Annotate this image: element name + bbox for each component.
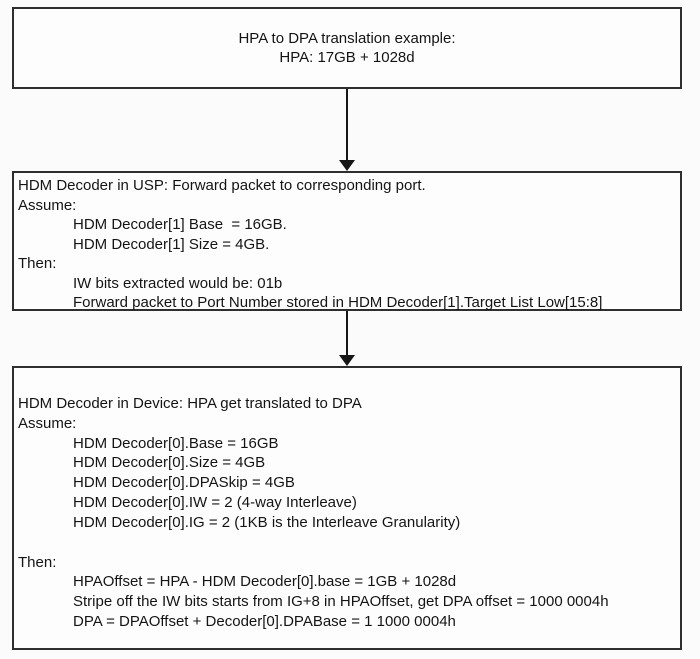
arrowhead-down-icon [339, 355, 355, 366]
device-then-item: DPA = DPAOffset + Decoder[0].DPABase = 1 1000 0004h [73, 612, 456, 630]
arrow-shaft [346, 311, 348, 355]
usp-then-item: Forward packet to Port Number stored in HDM Decoder[1].Target List Low[15:8] [73, 294, 603, 311]
device-header: HDM Decoder in Device: HPA get translated to DPA [18, 395, 362, 412]
device-decoder-box [12, 366, 682, 650]
usp-decoder-box [12, 171, 682, 311]
usp-assume-item: HDM Decoder[1] Size = 4GB. [73, 235, 270, 253]
device-assume-item: HDM Decoder[0].DPASkip = 4GB [73, 474, 295, 492]
usp-header: HDM Decoder in USP: Forward packet to corresponding port. [18, 177, 426, 194]
arrowhead-down-icon [339, 160, 355, 171]
title-box [12, 7, 682, 89]
usp-then-label: Then: [18, 255, 57, 272]
device-assume-item: HDM Decoder[0].Size = 4GB [73, 454, 266, 472]
title-line-1: HPA to DPA translation example: [238, 29, 456, 47]
device-then-label: Then: [18, 553, 57, 571]
device-then-item: Stripe off the IW bits starts from IG+8 in HPAOffset, get DPA offset = 1000 0004h [73, 593, 609, 611]
usp-assume-label: Assume: [18, 196, 77, 214]
arrow-shaft [346, 89, 348, 160]
device-then-item: HPAOffset = HPA - HDM Decoder[0].base = 1GB + 1028d [73, 573, 457, 591]
device-assume-item: HDM Decoder[0].IW = 2 (4-way Interleave) [73, 493, 357, 511]
device-assume-label: Assume: [18, 414, 77, 432]
usp-assume-item: HDM Decoder[1] Base = 16GB. [73, 216, 287, 233]
down-arrow-1 [339, 89, 355, 171]
device-assume-item: HDM Decoder[0].IG = 2 (1KB is the Interleave Granularity) [73, 513, 461, 531]
device-assume-item: HDM Decoder[0].Base = 16GB [73, 434, 279, 452]
title-line-2: HPA: 17GB + 1028d [279, 49, 415, 66]
usp-then-item: IW bits extracted would be: 01b [73, 274, 283, 292]
down-arrow-2 [339, 311, 355, 366]
blank-line [18, 533, 676, 553]
